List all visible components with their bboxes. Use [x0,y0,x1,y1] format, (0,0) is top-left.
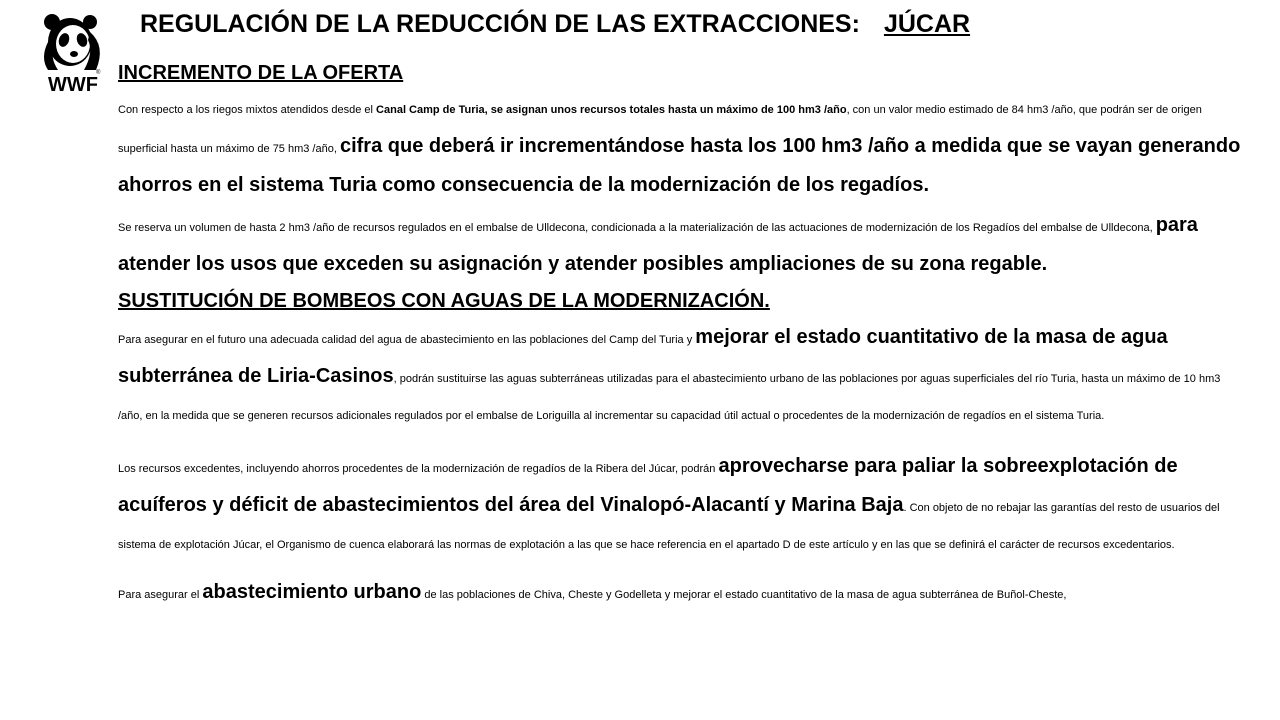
paragraph-recursos-excedentes [118,448,1246,563]
text-run: . Con objeto de no rebajar las garantías del resto de usuarios del sistema de explotación Júcar, el Organismo de cuenca elaborará las normas de explotación a las que se hace referencia en el apartado D de este artículo y en las que se definirá el carácter de recursos excedentarios. [118,502,1220,551]
text-run-emphasis: aprovecharse para paliar la sobreexplotación de acuíferos y déficit de abastecimientos del área del Vinalopó-Alacantí y Marina Baja [118,455,1178,516]
text-run: , podrán sustituirse las aguas subterráneas utilizadas para el abastecimiento urbano de las poblaciones por aguas superficiales del río Turia, hasta un máximo de 10 hm3 /año, en la medida que se generen recursos adicionales regulados por el embalse de Loriguilla al incrementar su capacidad útil actual o procedentes de la modernización de regadíos en el sistema Turia. [118,373,1221,422]
text-run: Para asegurar el [118,589,203,601]
paragraph-canal-camp-turia [118,91,1246,205]
section-heading-oferta: INCREMENTO DE LA OFERTA [118,62,404,84]
document-body [118,62,1246,612]
registered-mark: ® [96,70,101,76]
title-river: JÚCAR [883,10,971,38]
text-run-emphasis: para atender los usos que exceden su asignación y atender posibles ampliaciones de su zona regable [118,214,1198,275]
panda-icon [40,12,106,74]
text-run-bold: , se asignan unos recursos totales hasta un máximo de 100 hm3 /año [484,104,847,116]
text-run-emphasis: abastecimiento urbano [202,581,422,603]
logo-text: WWF [48,74,98,96]
text-run: Se reserva un volumen de hasta 2 hm3 /año de recursos regulados en el embalse de Ulldecona, condicionada a la materialización de las actuaciones de modernización de los Regadíos del embalse de Ulldecona, [118,222,1156,234]
text-run: Para asegurar en el futuro una adecuada calidad del agua de abastecimiento en las poblaciones del Camp del Turia y [118,334,696,346]
text-run-emphasis: mejorar el estado cuantitativo de la masa de agua subterránea de Liria-Casinos [118,326,1168,387]
text-run-emphasis: cifra que deberá ir incrementándose hasta los 100 hm3 /año a medida que se vayan generando ahorros en el sistema Turia como consecuencia de la modernización de los regadíos [118,135,1241,196]
paragraph-abastecimiento-urbano [118,575,1246,612]
page-title [140,10,970,39]
section-heading-bombeos: SUSTITUCIÓN DE BOMBEOS CON AGUAS DE LA MODERNIZACIÓN. [118,290,770,312]
text-run: de las poblaciones de Chiva, Cheste y Godelleta y mejorar el estado cuantitativo de la masa de agua subterránea de Buñol-Cheste, [421,589,1067,601]
wwf-logo [40,12,106,100]
paragraph-ulldecona [118,207,1246,284]
paragraph-liria-casinos [118,319,1246,434]
text-run: Los recursos excedentes, incluyendo ahorros procedentes de la modernización de regadíos de la Ribera del Júcar, podrán [118,463,719,475]
text-run-bold: Canal Camp de Turia [376,104,485,116]
title-main: REGULACIÓN DE LA REDUCCIÓN DE LAS EXTRACCIONES: [140,10,860,38]
text-run-emphasis: . [923,174,930,196]
text-run: , con un valor medio estimado de 84 hm3 /año, que podrán ser de origen superficial hasta un máximo de 75 hm3 /año, [118,104,1202,155]
text-run: Con respecto a los riegos mixtos atendidos desde el [118,104,377,116]
text-run-emphasis: . [1041,253,1048,275]
